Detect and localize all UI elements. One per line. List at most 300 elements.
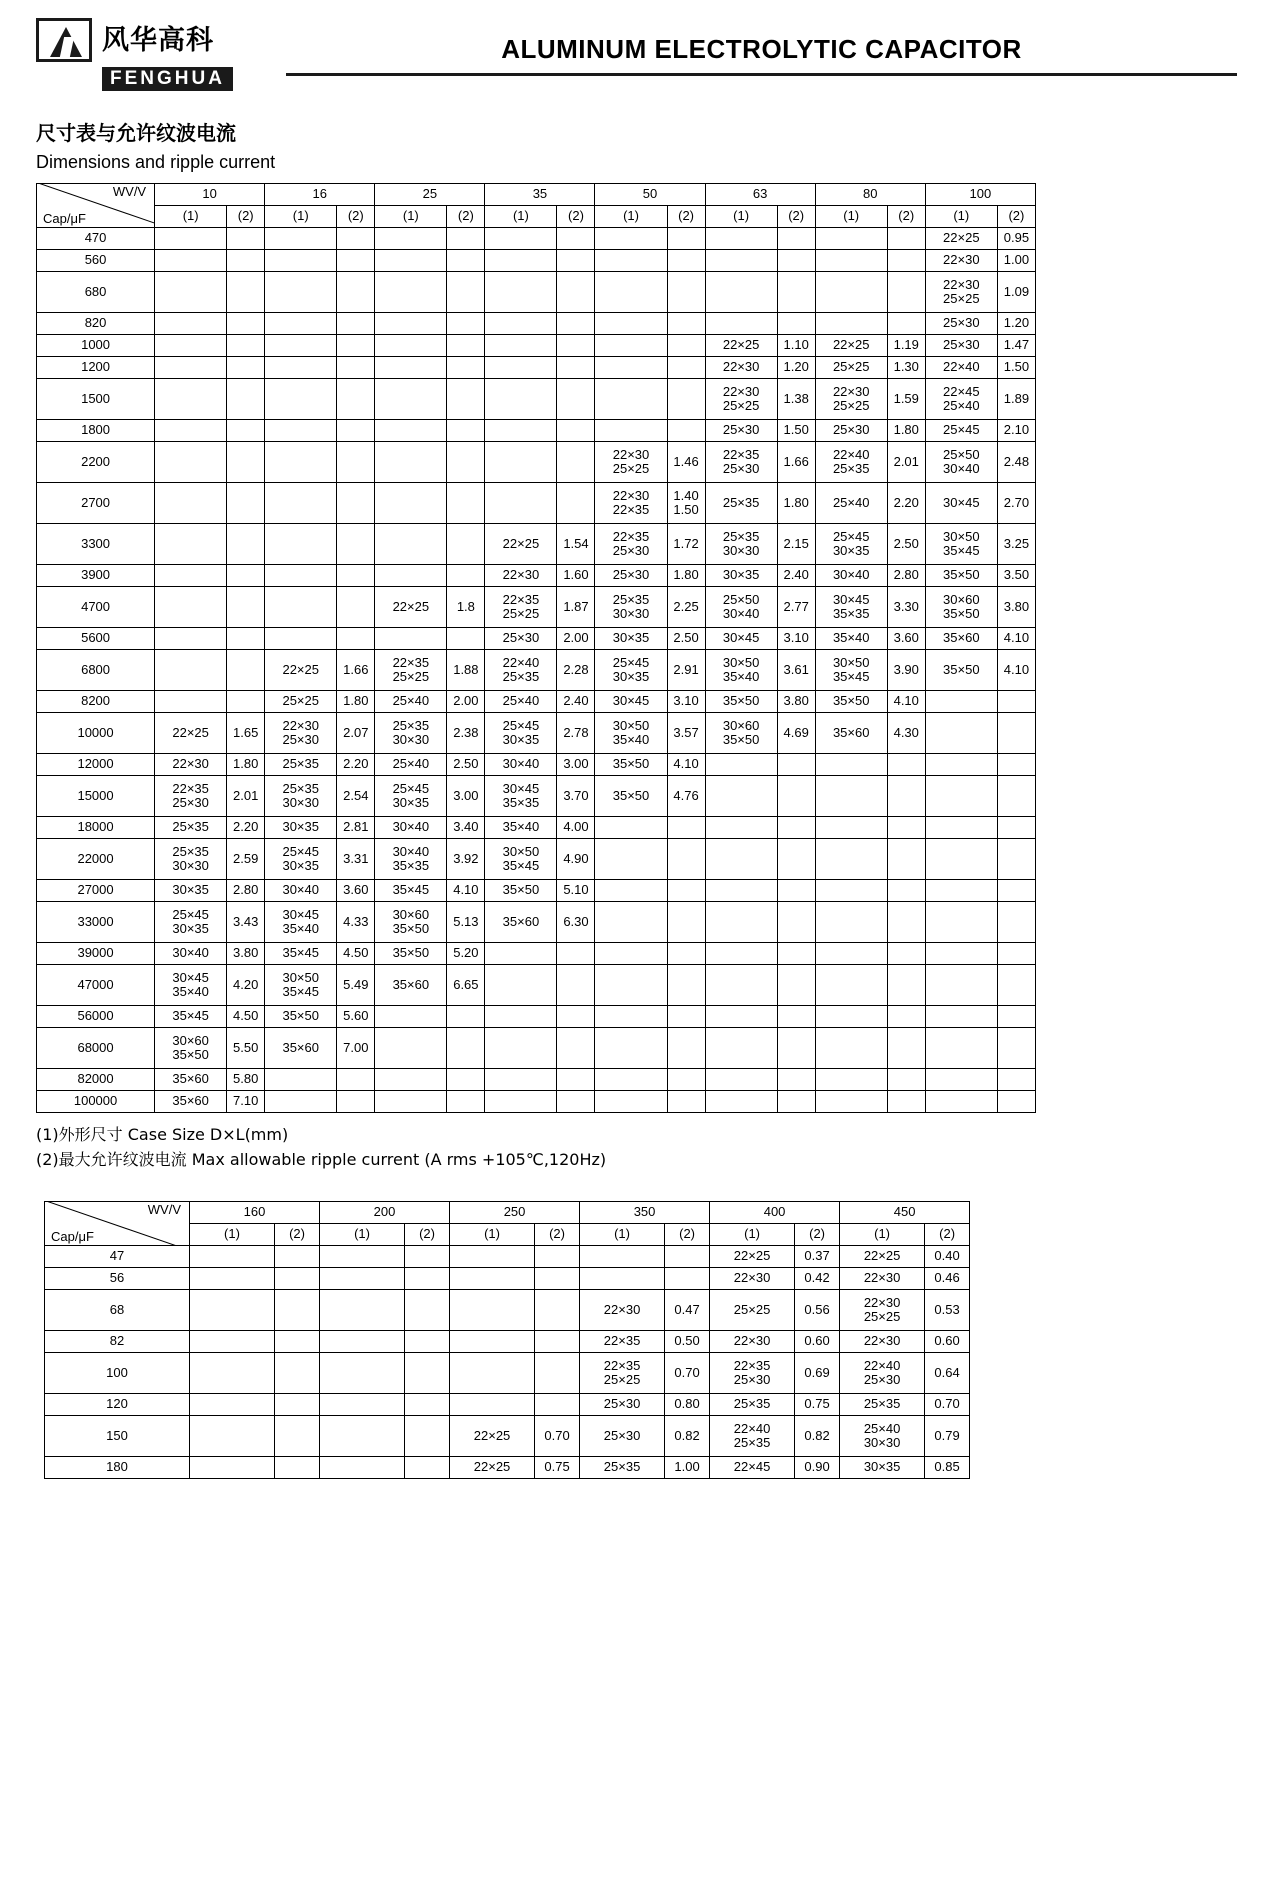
- table-cell: 35×50: [375, 943, 447, 965]
- table-cell: [667, 250, 705, 272]
- sub-header: (1): [265, 206, 337, 228]
- table-cell: [275, 1415, 320, 1456]
- table-cell: 1.80: [667, 565, 705, 587]
- table-cell: [815, 776, 887, 817]
- table-cell: 22×35 25×30: [705, 442, 777, 483]
- table-cell: [595, 272, 667, 313]
- table-cell: [155, 565, 227, 587]
- table-cell: [997, 713, 1035, 754]
- table-cell: [275, 1352, 320, 1393]
- table-cell: [375, 1091, 447, 1113]
- table-cell: 30×35: [155, 880, 227, 902]
- table-cell: 35×60: [375, 965, 447, 1006]
- table-cell: [275, 1456, 320, 1478]
- table-cell: [997, 943, 1035, 965]
- table-cell: 30×35: [840, 1456, 925, 1478]
- table-cell: 25×35: [155, 817, 227, 839]
- table-cell: [485, 357, 557, 379]
- table-cell: [557, 965, 595, 1006]
- table-cell: [450, 1393, 535, 1415]
- table-cell: [190, 1267, 275, 1289]
- sub-header: (2): [337, 206, 375, 228]
- table-cell: [190, 1393, 275, 1415]
- table-row: [37, 650, 1036, 691]
- table-cell: 22×30 22×35: [595, 483, 667, 524]
- table-row: [37, 628, 1036, 650]
- cap-value: 47: [45, 1245, 190, 1267]
- table-cell: [667, 839, 705, 880]
- table-cell: [447, 1091, 485, 1113]
- table-cell: 30×35: [705, 565, 777, 587]
- table-cell: 0.79: [925, 1415, 970, 1456]
- table-cell: [485, 228, 557, 250]
- table-cell: [375, 628, 447, 650]
- table-cell: [595, 357, 667, 379]
- cap-value: 180: [45, 1456, 190, 1478]
- table-cell: 1.20: [777, 357, 815, 379]
- table-cell: [375, 565, 447, 587]
- table-cell: [887, 776, 925, 817]
- table-cell: [557, 228, 595, 250]
- table-row: [45, 1267, 970, 1289]
- brand-logo: [36, 18, 266, 91]
- voltage-header: 100: [925, 184, 1035, 206]
- table-cell: [815, 880, 887, 902]
- table-cell: 1.66: [777, 442, 815, 483]
- table-cell: [777, 1091, 815, 1113]
- table-cell: [887, 228, 925, 250]
- table-cell: [337, 420, 375, 442]
- table-cell: 25×35 30×30: [375, 713, 447, 754]
- table-cell: [155, 335, 227, 357]
- table-cell: 22×35 25×25: [580, 1352, 665, 1393]
- table-cell: 2.40: [557, 691, 595, 713]
- table-cell: [595, 1069, 667, 1091]
- cap-value: 820: [37, 313, 155, 335]
- table-cell: [320, 1456, 405, 1478]
- table-cell: [485, 379, 557, 420]
- table-cell: 22×30: [580, 1289, 665, 1330]
- table-cell: [705, 250, 777, 272]
- table-cell: 3.80: [227, 943, 265, 965]
- table-cell: 1.19: [887, 335, 925, 357]
- table-cell: 22×25: [840, 1245, 925, 1267]
- table-cell: [925, 839, 997, 880]
- table-cell: 22×35 25×25: [375, 650, 447, 691]
- table-cell: 2.00: [447, 691, 485, 713]
- table-cell: [405, 1352, 450, 1393]
- table-cell: [595, 965, 667, 1006]
- table-cell: [227, 250, 265, 272]
- table-cell: 25×30: [595, 565, 667, 587]
- table-cell: [375, 1006, 447, 1028]
- table-cell: [705, 1028, 777, 1069]
- table-cell: [667, 420, 705, 442]
- table-cell: [705, 754, 777, 776]
- table-cell: [535, 1393, 580, 1415]
- table-cell: 4.10: [997, 650, 1035, 691]
- table-cell: 25×25: [710, 1289, 795, 1330]
- table-cell: [155, 379, 227, 420]
- sub-header: (1): [705, 206, 777, 228]
- table-cell: 4.10: [447, 880, 485, 902]
- table-cell: [535, 1330, 580, 1352]
- table-cell: 22×25: [265, 650, 337, 691]
- table-cell: 5.13: [447, 902, 485, 943]
- sub-header: (1): [450, 1223, 535, 1245]
- table-cell: [337, 565, 375, 587]
- table-cell: 22×45 25×40: [925, 379, 997, 420]
- table-cell: 2.20: [337, 754, 375, 776]
- sub-header: (1): [815, 206, 887, 228]
- table-cell: [997, 1069, 1035, 1091]
- table-cell: 3.10: [667, 691, 705, 713]
- table-cell: [705, 817, 777, 839]
- table-cell: [375, 1069, 447, 1091]
- page-header: [0, 0, 1267, 91]
- table-row: [37, 1006, 1036, 1028]
- table-cell: [705, 1006, 777, 1028]
- table-cell: 0.53: [925, 1289, 970, 1330]
- table-cell: 3.60: [337, 880, 375, 902]
- table-cell: 22×30 25×30: [265, 713, 337, 754]
- table-cell: [665, 1245, 710, 1267]
- table-cell: 0.82: [665, 1415, 710, 1456]
- table-cell: [227, 587, 265, 628]
- table-cell: [925, 754, 997, 776]
- table-cell: [337, 483, 375, 524]
- table-cell: 5.80: [227, 1069, 265, 1091]
- table-cell: [777, 1069, 815, 1091]
- table-cell: 2.15: [777, 524, 815, 565]
- sub-header: (1): [710, 1223, 795, 1245]
- table-cell: [447, 272, 485, 313]
- table-cell: [997, 691, 1035, 713]
- table-cell: 30×45 35×40: [155, 965, 227, 1006]
- table-cell: 1.10: [777, 335, 815, 357]
- cap-value: 1000: [37, 335, 155, 357]
- table-cell: [155, 272, 227, 313]
- table-cell: [535, 1245, 580, 1267]
- table-cell: 2.20: [227, 817, 265, 839]
- table-cell: [557, 483, 595, 524]
- table-cell: [705, 228, 777, 250]
- table-cell: 2.50: [887, 524, 925, 565]
- table-cell: 35×45: [155, 1006, 227, 1028]
- table-cell: [925, 691, 997, 713]
- table-cell: [667, 313, 705, 335]
- table-cell: 22×25: [485, 524, 557, 565]
- table-row: [45, 1245, 970, 1267]
- table-cell: 22×30: [705, 357, 777, 379]
- table-cell: [320, 1352, 405, 1393]
- table-cell: 25×45 30×35: [595, 650, 667, 691]
- table-row: [37, 565, 1036, 587]
- table-cell: 35×60: [815, 713, 887, 754]
- cap-value: 68000: [37, 1028, 155, 1069]
- table-cell: [337, 335, 375, 357]
- table-cell: 1.72: [667, 524, 705, 565]
- table-cell: 25×30: [580, 1415, 665, 1456]
- table-header-row: [37, 184, 1036, 206]
- table-cell: 25×35: [705, 483, 777, 524]
- table-cell: [667, 902, 705, 943]
- table-cell: 1.38: [777, 379, 815, 420]
- table-cell: [320, 1415, 405, 1456]
- page-title: ALUMINUM ELECTROLYTIC CAPACITOR: [501, 33, 1022, 64]
- voltage-header: 63: [705, 184, 815, 206]
- table-cell: 25×40 30×30: [840, 1415, 925, 1456]
- table-row: [37, 483, 1036, 524]
- table-cell: [887, 754, 925, 776]
- table-cell: 25×40: [375, 691, 447, 713]
- sub-header: (1): [580, 1223, 665, 1245]
- table-cell: 2.28: [557, 650, 595, 691]
- table-cell: 22×35 25×30: [595, 524, 667, 565]
- table-row: [37, 335, 1036, 357]
- table-cell: [375, 420, 447, 442]
- table-cell: [997, 902, 1035, 943]
- table-cell: [227, 335, 265, 357]
- table-cell: 1.46: [667, 442, 705, 483]
- table-cell: 22×30 25×25: [840, 1289, 925, 1330]
- fenghua-logo-icon: [36, 18, 92, 62]
- table-cell: [320, 1330, 405, 1352]
- table-cell: [265, 524, 337, 565]
- cap-value: 82000: [37, 1069, 155, 1091]
- table-cell: [337, 1091, 375, 1113]
- table-cell: [155, 442, 227, 483]
- table-cell: 3.00: [557, 754, 595, 776]
- table-cell: 4.76: [667, 776, 705, 817]
- table-cell: [375, 272, 447, 313]
- table-cell: [595, 1091, 667, 1113]
- table-cell: 0.82: [795, 1415, 840, 1456]
- table-cell: [557, 313, 595, 335]
- table-cell: 25×40: [375, 754, 447, 776]
- table-row: [37, 880, 1036, 902]
- table-cell: 25×35: [265, 754, 337, 776]
- table-cell: 3.60: [887, 628, 925, 650]
- table-cell: [595, 250, 667, 272]
- table-cell: 30×35: [595, 628, 667, 650]
- table-cell: 3.50: [997, 565, 1035, 587]
- table-cell: [155, 650, 227, 691]
- table-cell: 25×40: [485, 691, 557, 713]
- table-cell: [667, 817, 705, 839]
- table-cell: 2.25: [667, 587, 705, 628]
- table-cell: 1.59: [887, 379, 925, 420]
- voltage-header: 200: [320, 1201, 450, 1223]
- table-cell: [557, 420, 595, 442]
- table-cell: [447, 357, 485, 379]
- table-cell: [925, 943, 997, 965]
- table-cell: [997, 817, 1035, 839]
- table-cell: 2.50: [667, 628, 705, 650]
- table-cell: [265, 1091, 337, 1113]
- table-cell: 0.80: [665, 1393, 710, 1415]
- table-row: [37, 1028, 1036, 1069]
- table-cell: [705, 776, 777, 817]
- cap-value: 5600: [37, 628, 155, 650]
- table-cell: 4.90: [557, 839, 595, 880]
- table-cell: 30×35: [265, 817, 337, 839]
- table-cell: [595, 379, 667, 420]
- table-cell: [925, 965, 997, 1006]
- cap-value: 150: [45, 1415, 190, 1456]
- table-cell: 22×45: [710, 1456, 795, 1478]
- sub-header: (2): [535, 1223, 580, 1245]
- table-cell: 25×25: [265, 691, 337, 713]
- table-cell: [777, 776, 815, 817]
- table-cell: 30×40: [265, 880, 337, 902]
- table-cell: 3.25: [997, 524, 1035, 565]
- table-cell: [595, 313, 667, 335]
- table-cell: [450, 1267, 535, 1289]
- table-cell: [887, 272, 925, 313]
- table-cell: 1.87: [557, 587, 595, 628]
- table-cell: 2.01: [227, 776, 265, 817]
- table-cell: [887, 1091, 925, 1113]
- brand-name-en: FENGHUA: [102, 67, 233, 91]
- table-cell: [667, 1006, 705, 1028]
- table-cell: [887, 902, 925, 943]
- cap-value: 56000: [37, 1006, 155, 1028]
- dimensions-table-low-voltage: [36, 183, 1036, 1113]
- table-cell: 22×25: [155, 713, 227, 754]
- cap-value: 3300: [37, 524, 155, 565]
- table-cell: [595, 228, 667, 250]
- table-cell: 2.07: [337, 713, 375, 754]
- table-cell: [485, 272, 557, 313]
- table-subheader-row: [37, 206, 1036, 228]
- table-cell: [667, 943, 705, 965]
- table-cell: [485, 1069, 557, 1091]
- table-cell: [485, 943, 557, 965]
- table-cell: [447, 442, 485, 483]
- table-cell: 1.50: [777, 420, 815, 442]
- table-cell: [447, 628, 485, 650]
- table-cell: 25×50 30×40: [925, 442, 997, 483]
- table-cell: [667, 1091, 705, 1113]
- table-cell: 35×50: [705, 691, 777, 713]
- table-cell: 5.10: [557, 880, 595, 902]
- table-cell: 25×35 30×30: [705, 524, 777, 565]
- table-row: [37, 1069, 1036, 1091]
- table-cell: [705, 1091, 777, 1113]
- table-cell: [595, 880, 667, 902]
- table-row: [37, 839, 1036, 880]
- table-cell: 25×35: [580, 1456, 665, 1478]
- cap-value: 27000: [37, 880, 155, 902]
- voltage-header: 16: [265, 184, 375, 206]
- cap-value: 18000: [37, 817, 155, 839]
- table-cell: [485, 442, 557, 483]
- table-cell: 6.30: [557, 902, 595, 943]
- cap-value: 2200: [37, 442, 155, 483]
- table-cell: [535, 1352, 580, 1393]
- table-cell: 5.49: [337, 965, 375, 1006]
- table-corner-header: WV/V Cap/μF: [45, 1201, 190, 1245]
- table-cell: [227, 565, 265, 587]
- table-cell: 35×50: [815, 691, 887, 713]
- table-cell: 1.89: [997, 379, 1035, 420]
- table-cell: 0.70: [535, 1415, 580, 1456]
- table-cell: [375, 313, 447, 335]
- table-row: [37, 943, 1036, 965]
- table-cell: [595, 420, 667, 442]
- table-cell: 30×50 35×45: [265, 965, 337, 1006]
- table-cell: [777, 228, 815, 250]
- table-cell: 0.60: [925, 1330, 970, 1352]
- sub-header: (1): [320, 1223, 405, 1245]
- table-cell: [997, 880, 1035, 902]
- table-cell: 1.00: [997, 250, 1035, 272]
- table-cell: 25×30: [925, 313, 997, 335]
- sub-header: (1): [485, 206, 557, 228]
- table-cell: 25×30: [815, 420, 887, 442]
- table-cell: [375, 379, 447, 420]
- table-row: [37, 817, 1036, 839]
- table-cell: [557, 357, 595, 379]
- table-cell: [777, 1006, 815, 1028]
- table-cell: 30×60 35×50: [375, 902, 447, 943]
- table-cell: [405, 1289, 450, 1330]
- table-cell: [227, 313, 265, 335]
- table-cell: 4.50: [337, 943, 375, 965]
- table-cell: [705, 943, 777, 965]
- table-cell: [155, 313, 227, 335]
- table-cell: 1.09: [997, 272, 1035, 313]
- table-cell: [227, 357, 265, 379]
- table-cell: [405, 1456, 450, 1478]
- table-cell: [557, 1006, 595, 1028]
- table-cell: [705, 1069, 777, 1091]
- table-cell: 30×45: [705, 628, 777, 650]
- table-cell: [155, 228, 227, 250]
- table-cell: [337, 442, 375, 483]
- table-cell: 22×30 25×25: [595, 442, 667, 483]
- table-cell: [925, 1091, 997, 1113]
- table-cell: [887, 839, 925, 880]
- table-cell: 1.50: [997, 357, 1035, 379]
- table-cell: 5.60: [337, 1006, 375, 1028]
- table-cell: [777, 943, 815, 965]
- table-cell: [815, 313, 887, 335]
- table-cell: 0.75: [795, 1393, 840, 1415]
- table-cell: [265, 313, 337, 335]
- table-cell: [925, 1006, 997, 1028]
- table-cell: [405, 1245, 450, 1267]
- table-cell: 1.80: [227, 754, 265, 776]
- table-row: [37, 357, 1036, 379]
- table-row: [37, 776, 1036, 817]
- table-cell: [667, 272, 705, 313]
- table-cell: [337, 357, 375, 379]
- table-cell: [447, 1028, 485, 1069]
- table-cell: [705, 313, 777, 335]
- table-cell: 30×45: [595, 691, 667, 713]
- table-cell: 2.80: [887, 565, 925, 587]
- table-cell: [320, 1267, 405, 1289]
- table-cell: [375, 442, 447, 483]
- sub-header: (2): [887, 206, 925, 228]
- table-row: [37, 1091, 1036, 1113]
- table-cell: 1.47: [997, 335, 1035, 357]
- table-row: [37, 587, 1036, 628]
- table-cell: [557, 1069, 595, 1091]
- table-cell: [265, 357, 337, 379]
